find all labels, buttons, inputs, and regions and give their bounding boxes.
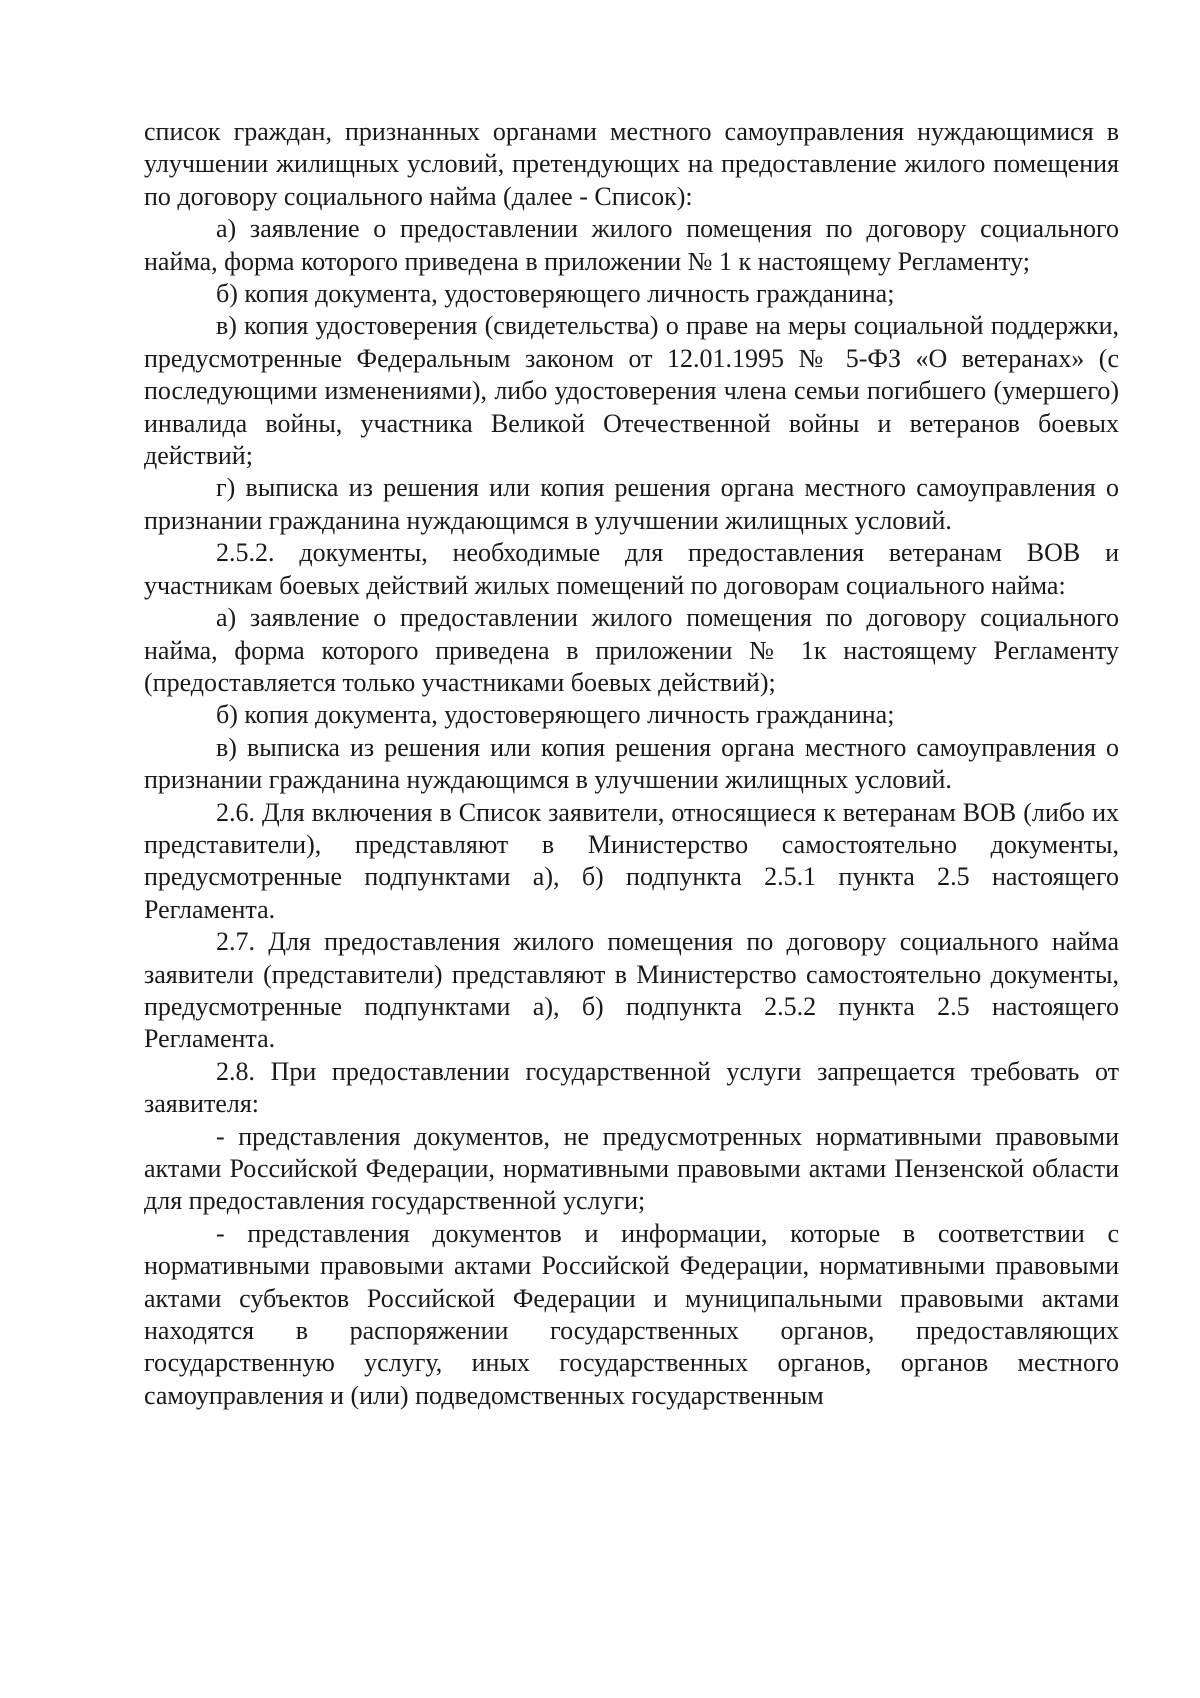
paragraph-2-8: 2.8. При предоставлении государственной услуги запрещается требовать от заявителя: <box>144 1056 1119 1119</box>
paragraph-item-b: б) копия документа, удостоверяющего личность гражданина; <box>216 279 895 309</box>
paragraph-2-6: 2.6. Для включения в Список заявители, относящиеся к ветеранам ВОВ (либо их представители), представляют в Министерство самостоятельно документы, предусмотренные подпунктами а), б) подпункта 2.5.1 пункта 2.5 настоящего Регламента. <box>144 797 1119 924</box>
paragraph-item-a: а) заявление о предоставлении жилого помещения по договору социального найма, форма которого приведена в приложении № 1 к настоящему Регламенту; <box>144 214 1119 276</box>
paragraph-2-5-2-item-b: б) копия документа, удостоверяющего личность гражданина; <box>216 700 895 730</box>
paragraph-2-8-dash-2: - представления документов и информации, которые в соответствии с нормативными правовыми актами Российской Федерации, нормативными правовыми актами субъектов Российской Федерации и муниципальными правовыми актами находятся в распоряжении государственных органов, предоставляющих государственную услугу, иных государственных органов, органов местного самоуправления и (или) подведомственных государственным <box>144 1218 1119 1410</box>
paragraph-2-7: 2.7. Для предоставления жилого помещения по договору социального найма заявители (представители) представляют в Министерство самостоятельно документы, предусмотренные подпунктами а), б) подпункта 2.5.2 пункта 2.5 настоящего Регламента. <box>144 927 1119 1054</box>
paragraph-item-v: в) копия удостоверения (свидетельства) о праве на меры социальной поддержки, предусмотренные Федеральным законом от 12.01.1995 № 5-ФЗ «О ветеранах» (с последующими изменениями), либо удостоверения члена семьи погибшего (умершего) инвалида войны, участника Великой Отечественной войны и ветеранов боевых действий; <box>144 311 1119 471</box>
paragraph-item-g: г) выписка из решения или копия решения органа местного самоуправления о признании гражданина нуждающимся в улучшении жилищных условий. <box>144 473 1119 535</box>
paragraph-2-8-dash-1: - представления документов, не предусмотренных нормативными правовыми актами Российской Федерации, нормативными правовыми актами Пензенской области для предоставления государственной услуги; <box>144 1121 1119 1216</box>
paragraph-2-5-2-item-a: а) заявление о предоставлении жилого помещения по договору социального найма, форма которого приведена в приложении № 1к настоящему Регламенту (предоставляется только участниками боевых действий); <box>144 603 1119 697</box>
paragraph-2-5-2: 2.5.2. документы, необходимые для предоставления ветеранам ВОВ и участникам боевых действий жилых помещений по договорам социального найма: <box>144 538 1119 600</box>
document-page <box>144 116 1119 1412</box>
paragraph-2-5-2-item-v: в) выписка из решения или копия решения органа местного самоуправления о признании гражданина нуждающимся в улучшении жилищных условий. <box>144 732 1119 795</box>
paragraph-list-definition: список граждан, признанных органами местного самоуправления нуждающимися в улучшении жилищных условий, претендующих на предоставление жилого помещения по договору социального найма (далее - Список): <box>144 117 1119 211</box>
